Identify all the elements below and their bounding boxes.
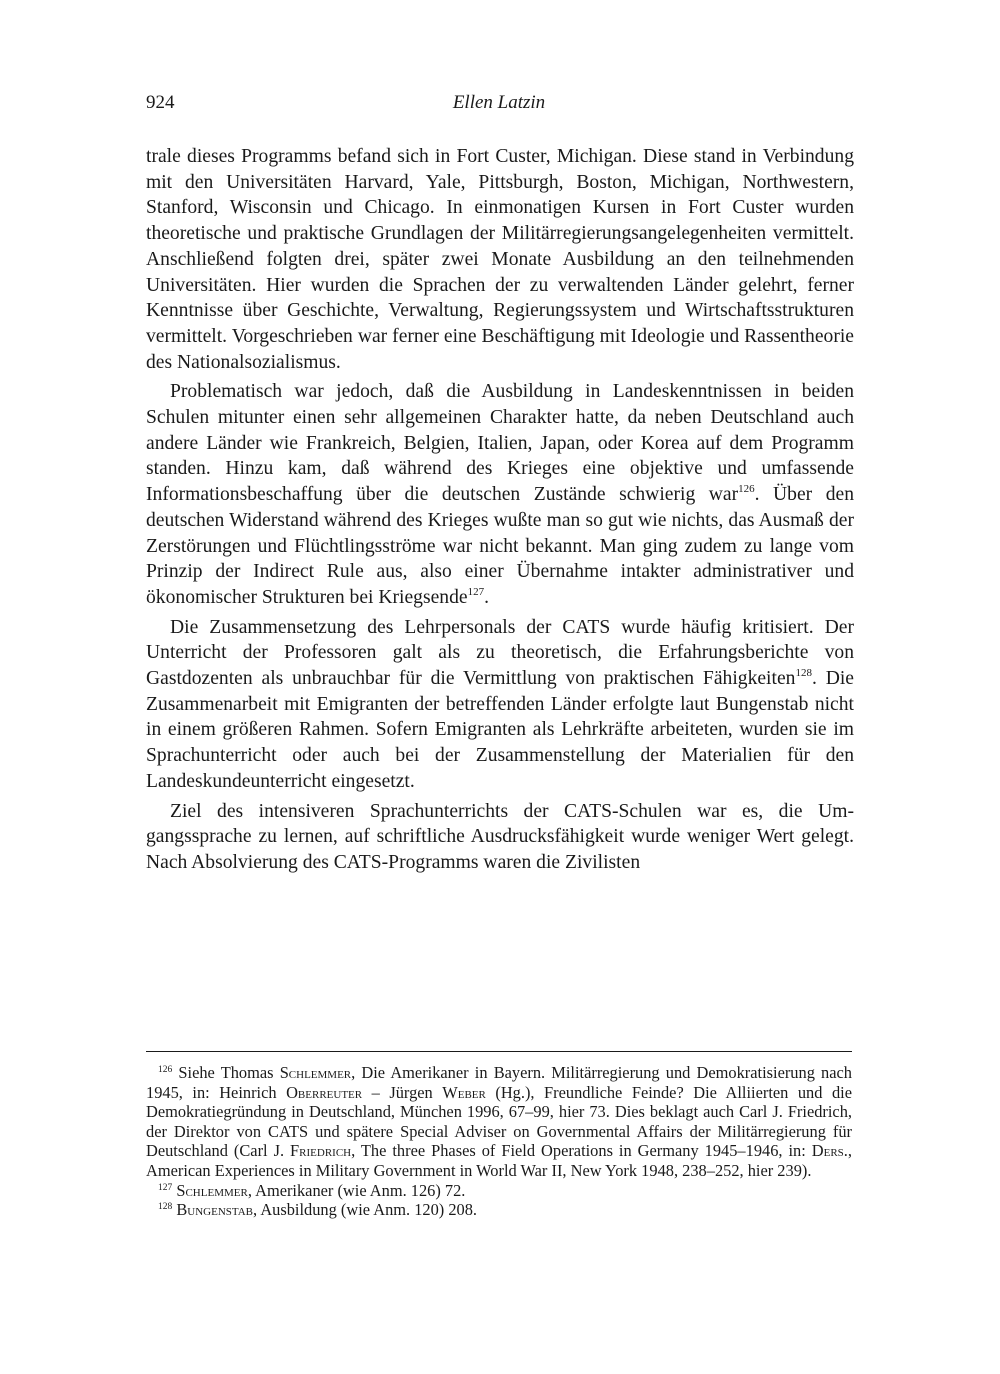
footnote-text: , American Experiences in Military Government in World War II, New York 1948, 238–252, hier 239).	[146, 1141, 852, 1180]
footnote-divider	[146, 1051, 852, 1052]
paragraph-4-text: Ziel des intensiveren Sprachunterrichts der CATS-Schulen war es, die Umgangssprache zu lernen, auf schriftliche Ausdrucksfähigkeit wurde weniger Wert gelegt. Nach Absolvierung des CATS-Programms waren die Zivilisten	[146, 800, 854, 873]
running-head-author: Ellen Latzin	[452, 92, 546, 113]
footnote-text: , The three Phases of Field Operations in Germany 1945–1946, in:	[351, 1141, 812, 1161]
paragraph-3-text-b: . Die Zusammenarbeit mit Emigranten der betreffenden Länder erfolgte laut Bungenstab nicht in einem größeren Rahmen. Sofern Emigranten als Lehrkräfte arbeiteten, wurden sie im Sprachunterricht oder auch bei der Zusammenstellung der Materialien für den Landeskundeunterricht eingesetzt.	[146, 668, 855, 792]
author-name: Schlemmer	[176, 1180, 248, 1200]
paragraph-3-text-a: Die Zusammensetzung des Lehrpersonals der CATS wurde häufig kritisiert. Der Unterricht der Professoren galt als zu theoretisch, die Erfahrungsberichte von Gastdozenten als unbrauchbar für die Vermittlung von praktischen Fähigkeiten	[146, 616, 854, 690]
footnote-128	[146, 1200, 852, 1220]
paragraph-1	[146, 144, 854, 375]
main-text	[146, 144, 854, 876]
author-name: Ders.	[811, 1141, 848, 1161]
footnote-text: , Die Amerikaner in Bayern. Militärregierung und Demokratisierung nach 1945, in: Heinrich	[146, 1063, 852, 1102]
footnotes	[146, 1063, 852, 1220]
footnote-ref-126[interactable]: 126	[738, 483, 755, 496]
footnote-number: 127	[158, 1182, 173, 1193]
footnote-text: – Jürgen	[362, 1082, 443, 1102]
paragraph-2-text-b: . Über den deutschen Widerstand während des Krieges wußte man so gut wie nichts, das Ausmaß der Zerstörungen und Flüchtlingsströme war nicht bekannt. Man ging zudem zu lange vom Prinzip der Indirect Rule aus, also einer Übernahme intakter administrativer und ökonomischer Strukturen bei Kriegsende	[146, 484, 854, 608]
page-number: 924	[146, 92, 175, 113]
author-name: Schlemmer	[279, 1063, 352, 1082]
footnote-text: Siehe Thomas	[172, 1063, 280, 1082]
footnote-126	[146, 1063, 852, 1181]
paragraph-1-text: trale dieses Programms befand sich in Fort Custer, Michigan. Diese stand in Verbindung mit den Universitäten Harvard, Yale, Pittsburgh, Boston, Michigan, Northwestern, Stanford, Wisconsin und Chicago. In einmonatigen Kursen in Fort Custer wurden theoretische und praktische Grundlagen der Militärregierungsangelegenheiten vermittelt. Anschließend folgten drei, später zwei Monate Ausbildung an den teilnehmenden Universitäten. Hier wurden die Sprachen der zu verwaltenden Länder gelehrt, ferner Kenntnisse über Geschichte, Verwaltung, Regierungssystem und Wirtschaftsstrukturen vermittelt. Vorgeschrieben war ferner eine Beschäftigung mit Ideologie und Rassentheorie des Nationalsozialismus.	[146, 146, 854, 373]
paragraph-3	[146, 615, 854, 795]
footnote-text: , Amerikaner (wie Anm. 126) 72.	[247, 1180, 466, 1200]
footnote-ref-127[interactable]: 127	[467, 585, 485, 598]
paragraph-4	[146, 799, 854, 876]
author-name: Oberreuter	[286, 1082, 363, 1102]
paragraph-2	[146, 379, 854, 610]
author-name: Weber	[442, 1082, 486, 1102]
author-name: Friedrich	[290, 1141, 352, 1161]
footnote-number: 126	[158, 1065, 173, 1075]
footnote-text: , Ausbildung (wie Anm. 120) 208.	[253, 1200, 478, 1220]
paragraph-2-text-a: Problematisch war jedoch, daß die Ausbildung in Landeskenntnissen in beiden Schulen mitunter einen sehr allgemeinen Charakter hatte, da neben Deutschland auch andere Länder wie Frankreich, Belgien, Italien, Japan, oder Korea auf dem Programm standen. Hinzu kam, daß während des Krieges eine objektive und umfassende Informationsbeschaffung über die deutschen Zustände schwierig war	[146, 381, 854, 506]
footnote-number: 128	[158, 1202, 173, 1213]
footnote-ref-128[interactable]: 128	[795, 667, 812, 680]
author-name: Bungenstab	[176, 1200, 254, 1220]
footnote-127	[146, 1181, 852, 1201]
paragraph-2-text-c: .	[484, 586, 489, 608]
page-header	[146, 92, 852, 122]
footnote-text: (Hg.), Freundliche Feinde? Die Alliierten und die Demokratiegründung in Deutschland, München 1996, 67–99, hier 73. Dies beklagt auch Carl J. Friedrich, der Direktor von CATS und spätere Special Adviser on Governmental Affairs der Militärregierung für Deutschland (Carl J.	[146, 1082, 852, 1161]
